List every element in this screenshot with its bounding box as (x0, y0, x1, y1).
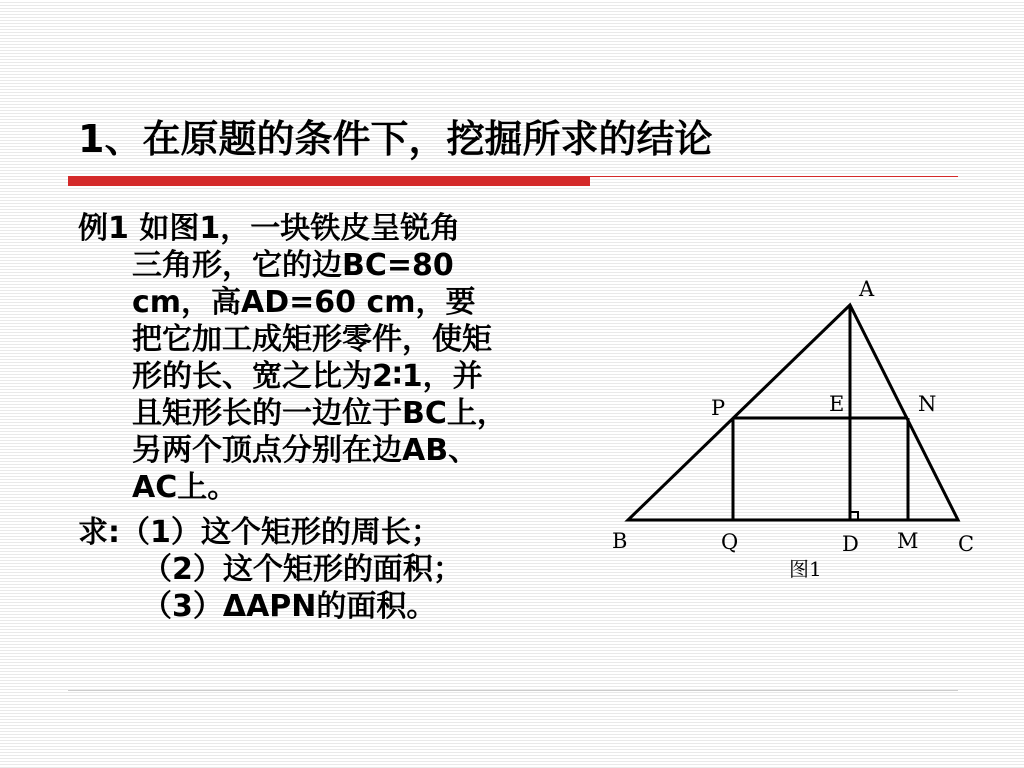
label-d: D (842, 532, 859, 556)
question-line-3: （3）ΔAPN的面积。 (142, 589, 437, 624)
label-a: A (859, 277, 875, 301)
example-line-5: 形的长、宽之比为2∶1，并 (132, 359, 483, 394)
label-m: M (897, 529, 919, 553)
slide-title: 1、在原题的条件下，挖掘所求的结论 (78, 117, 713, 161)
title-underline-thin (590, 176, 958, 177)
label-n: N (918, 392, 937, 416)
example-line-1: 例1 如图1，一块铁皮呈锐角 (78, 211, 461, 246)
title-underline-thick (68, 176, 590, 186)
question-line-2: （2）这个矩形的面积； (142, 552, 463, 587)
label-q: Q (721, 530, 739, 554)
label-e: E (829, 392, 845, 416)
label-c: C (958, 532, 975, 556)
example-line-2: 三角形，它的边BC=80 (132, 248, 454, 283)
label-p: P (711, 396, 726, 420)
example-line-4: 把它加工成矩形零件，使矩 (132, 322, 492, 357)
figure-caption: 图1 (789, 557, 822, 581)
example-line-7: 另两个顶点分别在边AB、 (132, 433, 479, 468)
problem-text (78, 210, 638, 625)
example-line-8: AC上。 (132, 470, 238, 505)
footer-divider (68, 690, 958, 691)
triangle-figure (600, 270, 1000, 590)
question-line-1: 求:（1）这个矩形的周长； (78, 515, 441, 550)
triangle-diagram (600, 270, 1000, 590)
example-line-3: cm，高AD=60 cm，要 (132, 285, 476, 320)
example-line-6: 且矩形长的一边位于BC上， (132, 396, 507, 431)
label-b: B (612, 529, 628, 553)
